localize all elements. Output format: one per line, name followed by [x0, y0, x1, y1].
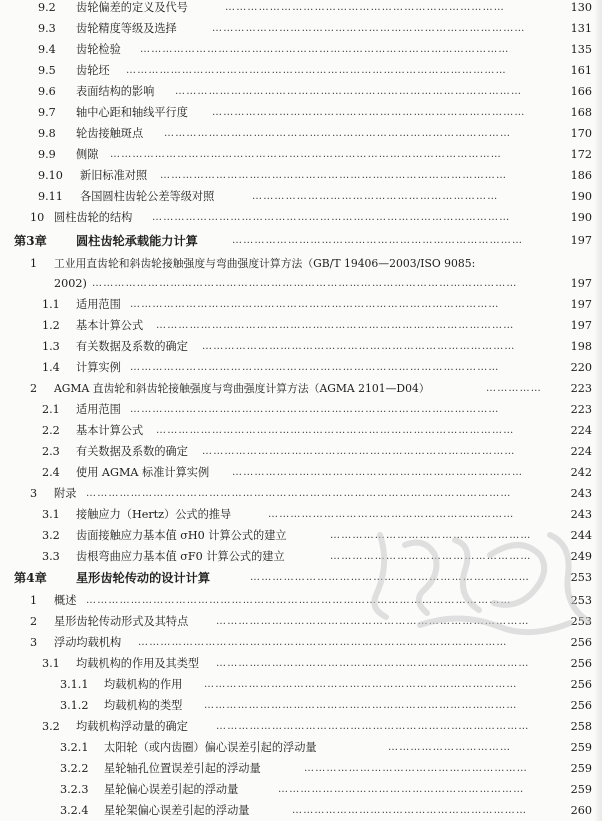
section-number: 3 [30, 487, 38, 500]
page-edge-shadow [594, 0, 602, 821]
leader-dots: ………………………………………………………… [268, 509, 515, 520]
toc-entry [0, 254, 602, 274]
toc-entry [0, 208, 602, 228]
leader-dots: …………………………… [388, 742, 512, 753]
section-title: 齿根弯曲应力基本值 σF0 计算公式的建立 [76, 550, 285, 563]
leader-dots: ……………………………………………………………………………………… [138, 637, 508, 648]
page-number: 198 [570, 340, 592, 353]
section-number: 3 [30, 636, 38, 649]
page-number: 256 [570, 657, 592, 670]
section-number: 3.3 [42, 550, 60, 563]
page-number: 256 [570, 678, 592, 691]
section-number: 9.8 [38, 127, 56, 140]
toc-entry [0, 187, 602, 207]
toc-entry [0, 400, 602, 420]
section-title: 基本计算公式 [76, 424, 144, 437]
toc-entry [0, 484, 602, 504]
section-number: 9.5 [38, 64, 56, 77]
section-title: 太阳轮（或内齿圈）偏心误差引起的浮动量 [104, 741, 317, 754]
page-number: 253 [570, 594, 592, 607]
section-number: 9.7 [38, 106, 56, 119]
leader-dots: …………………………………………………………………………………… [156, 425, 515, 436]
leader-dots: ………………………………………………………………………………… [175, 86, 523, 97]
section-number: 9.11 [38, 190, 63, 203]
leader-dots: ………………………………………………………………………… [212, 23, 526, 34]
section-number: 1.3 [42, 340, 60, 353]
toc-entry [0, 124, 602, 144]
section-title: 附录 [54, 487, 77, 500]
leader-dots: ………………………………………………………… [278, 784, 525, 795]
section-title: 均载机构的类型 [104, 699, 183, 712]
leader-dots: …………………………………………………………………… [232, 467, 524, 478]
section-title: 2002) [54, 277, 87, 290]
leader-dots: ………………………………………………………………………… [216, 616, 530, 627]
page-number: 259 [570, 762, 592, 775]
section-title: 均载机构的作用及其类型 [76, 657, 200, 670]
section-number: 9.3 [38, 22, 56, 35]
leader-dots: ………………………………………………………………………… [204, 700, 518, 711]
toc-entry [0, 591, 602, 611]
leader-dots: ………………………………………………………………………… [212, 107, 526, 118]
leader-dots: ……………………………………………… [330, 551, 532, 562]
section-number: 9.2 [38, 1, 56, 14]
section-title: 轴中心距和轴线平行度 [76, 106, 188, 119]
toc-entry [0, 738, 602, 758]
section-title: 轮齿接触斑点 [76, 127, 144, 140]
chapter-number: 第3章 [14, 234, 47, 248]
page-number: 256 [570, 699, 592, 712]
section-title: 齿轮检验 [76, 43, 121, 56]
leader-dots: ………………………………………………………………………… [216, 658, 530, 669]
toc-entry [0, 633, 602, 653]
section-title: 齿面接触应力基本值 σH0 计算公式的建立 [76, 529, 287, 542]
leader-dots: ……………………………………………………………………………………… [130, 299, 500, 310]
page-number: 260 [570, 804, 592, 817]
leader-dots: ……………………………………………………………………………………… [140, 44, 510, 55]
leader-dots: …………………………………………………………………………………………… [110, 149, 502, 160]
page-number: 131 [570, 22, 592, 35]
leader-dots: ………………………………………………………………………… [202, 446, 516, 457]
page-number: 259 [570, 741, 592, 754]
section-title: 适用范围 [76, 403, 121, 416]
leader-dots: …………… [486, 383, 542, 394]
toc-entry [0, 145, 602, 165]
leader-dots: ………………………………………………………………………………… [160, 170, 508, 181]
page-number: 244 [570, 529, 592, 542]
section-title: 星形齿轮传动形式及其特点 [54, 615, 189, 628]
page-number: 197 [570, 298, 592, 311]
toc-entry [0, 40, 602, 60]
toc-entry [0, 801, 602, 821]
page-number: 256 [570, 636, 592, 649]
page-number: 253 [570, 615, 592, 628]
toc-entry-continued [0, 274, 602, 294]
section-number: 3.1 [42, 508, 60, 521]
leader-dots: …………………………………………………………………… [232, 235, 524, 246]
page-number: 166 [570, 85, 592, 98]
chapter-heading [0, 231, 602, 251]
section-title: 齿轮坯 [76, 64, 110, 77]
page-number: 223 [570, 382, 592, 395]
toc-entry [0, 696, 602, 716]
section-title: 星轮轴孔位置误差引起的浮动量 [104, 762, 261, 775]
page-number: 223 [570, 403, 592, 416]
section-title: 齿轮偏差的定义及代号 [76, 1, 188, 14]
section-title: 概述 [54, 594, 77, 607]
section-title: 计算实例 [76, 361, 121, 374]
page-number: 161 [570, 64, 592, 77]
toc-entry [0, 442, 602, 462]
page-number: 135 [570, 43, 592, 56]
section-number: 3.1.1 [60, 678, 89, 691]
leader-dots: ………………………………………………………… [252, 191, 499, 202]
toc-entry [0, 358, 602, 378]
section-title: 有关数据及系数的确定 [76, 340, 188, 353]
section-number: 2.1 [42, 403, 60, 416]
toc-entry [0, 505, 602, 525]
section-title: 侧隙 [76, 148, 99, 161]
section-number: 3.2.1 [60, 741, 89, 754]
section-number: 3.1 [42, 657, 60, 670]
section-number: 9.9 [38, 148, 56, 161]
section-number: 2.4 [42, 466, 60, 479]
toc-entry [0, 316, 602, 336]
leader-dots: ………………………………………………………………… [250, 572, 530, 583]
leader-dots: …………………………………………………………………………………………………… [86, 595, 512, 606]
toc-entry [0, 675, 602, 695]
leader-dots: …………………………………………………… [304, 763, 528, 774]
toc-entry [0, 61, 602, 81]
section-number: 3.2 [42, 529, 60, 542]
page-number: 197 [570, 277, 592, 290]
leader-dots: …………………………………………………………………………………………………… [92, 278, 518, 289]
section-title: 星轮偏心误差引起的浮动量 [104, 783, 239, 796]
section-title: 各国圆柱齿轮公差等级对照 [80, 190, 215, 203]
section-number: 3.2.3 [60, 783, 89, 796]
toc-entry [0, 780, 602, 800]
section-number: 3.2.4 [60, 804, 89, 817]
leader-dots: ………………………………………………………………………… [202, 341, 516, 352]
section-number: 2.2 [42, 424, 60, 437]
section-number: 3.2.2 [60, 762, 89, 775]
page-number: 243 [570, 508, 592, 521]
section-title: 均载机构浮动量的确定 [76, 720, 188, 733]
page-number: 224 [570, 424, 592, 437]
page-number: 190 [570, 211, 592, 224]
page-number: 224 [570, 445, 592, 458]
toc-entry [0, 717, 602, 737]
page-number: 243 [570, 487, 592, 500]
page-number: 168 [570, 106, 592, 119]
section-number: 3.2 [42, 720, 60, 733]
leader-dots: …………………………………………………………………………………… [152, 212, 511, 223]
section-number: 1.4 [42, 361, 60, 374]
section-title: 接触应力（Hertz）公式的推导 [76, 508, 232, 521]
leader-dots: ………………………………………………………………………… [216, 721, 530, 732]
page-number: 197 [570, 319, 592, 332]
page-number: 249 [570, 550, 592, 563]
section-title: 基本计算公式 [76, 319, 144, 332]
section-title: 适用范围 [76, 298, 121, 311]
toc-entry [0, 612, 602, 632]
toc-entry [0, 295, 602, 315]
toc-entry [0, 421, 602, 441]
toc-entry [0, 654, 602, 674]
leader-dots: ………………………………………………………………………… [204, 679, 518, 690]
section-number: 1.2 [42, 319, 60, 332]
toc-entry [0, 526, 602, 546]
toc-entry [0, 166, 602, 186]
chapter-title: 星形齿轮传动的设计计算 [76, 571, 211, 585]
leader-dots: …………………………………………………………………………………… [156, 320, 515, 331]
page-number: 259 [570, 783, 592, 796]
section-title: 星轮架偏心误差引起的浮动量 [104, 804, 250, 817]
section-title: 表面结构的影响 [76, 85, 155, 98]
section-title: 浮动均载机构 [54, 636, 122, 649]
section-title: 新旧标准对照 [80, 169, 148, 182]
toc-entry [0, 103, 602, 123]
leader-dots: ………………………………………………………………… [225, 2, 505, 13]
toc-entry [0, 337, 602, 357]
leader-dots: ……………………………………………………… [292, 805, 528, 816]
section-title: AGMA 直齿轮和斜齿轮接触强度与弯曲强度计算方法（AGMA 2101—D04） [54, 382, 430, 395]
section-title: 有关数据及系数的确定 [76, 445, 188, 458]
chapter-heading [0, 568, 602, 588]
page-number: 130 [570, 1, 592, 14]
page-number: 220 [570, 361, 592, 374]
section-title: 圆柱齿轮的结构 [54, 211, 133, 224]
toc-entry [0, 379, 602, 399]
section-number: 3.1.2 [60, 699, 89, 712]
section-title: 使用 AGMA 标准计算实例 [76, 466, 210, 479]
page-number: 197 [570, 234, 592, 247]
page-number: 253 [570, 571, 592, 584]
page-number: 190 [570, 190, 592, 203]
toc-entry [0, 759, 602, 779]
section-number: 2.3 [42, 445, 60, 458]
leader-dots: ……………………………………………………………………………………… [130, 404, 500, 415]
section-title: 工业用直齿轮和斜齿轮接触强度与弯曲强度计算方法（GB/T 19406—2003/ISO 9085: [54, 257, 476, 270]
section-number: 1 [30, 257, 38, 270]
page-number: 186 [570, 169, 592, 182]
chapter-title: 圆柱齿轮承载能力计算 [76, 234, 198, 248]
section-number: 1.1 [42, 298, 60, 311]
leader-dots: ……………………………………………… [330, 530, 532, 541]
chapter-number: 第4章 [14, 571, 47, 585]
toc-entry [0, 463, 602, 483]
section-number: 9.6 [38, 85, 56, 98]
section-number: 2 [30, 382, 38, 395]
leader-dots: ………………………………………………………………………………… [164, 128, 512, 139]
section-title: 均载机构的作用 [104, 678, 183, 691]
section-number: 9.10 [38, 169, 63, 182]
leader-dots: ……………………………………………………………………………………… [130, 362, 500, 373]
leader-dots: …………………………………………………………………………………………………… [86, 488, 512, 499]
toc-entry [0, 19, 602, 39]
toc-entry [0, 82, 602, 102]
toc-entry [0, 0, 602, 18]
page-number: 172 [570, 148, 592, 161]
leader-dots: ………………………………………………………………………………………… [126, 65, 507, 76]
section-number: 2 [30, 615, 38, 628]
section-number: 9.4 [38, 43, 56, 56]
page-number: 170 [570, 127, 592, 140]
toc-entry [0, 547, 602, 567]
page-number: 258 [570, 720, 592, 733]
section-title: 齿轮精度等级及选择 [76, 22, 177, 35]
page-number: 242 [570, 466, 592, 479]
section-number: 1 [30, 594, 38, 607]
section-number: 10 [30, 211, 45, 224]
